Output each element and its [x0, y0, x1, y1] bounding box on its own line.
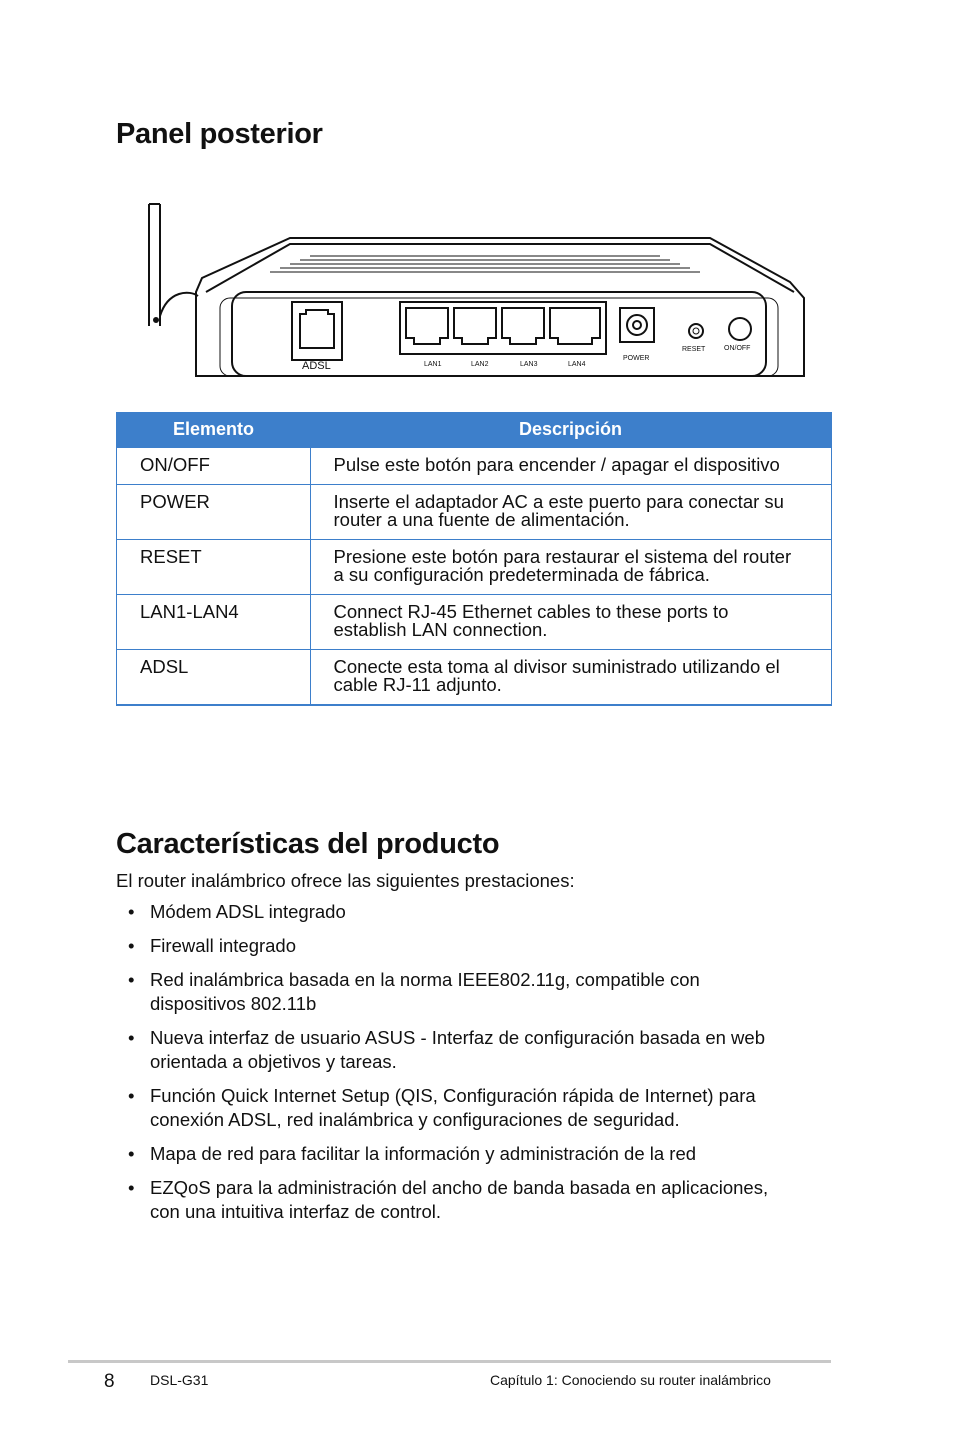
list-item: • Nueva interfaz de usuario ASUS - Interfaz de configuración basada en web orientada a objetivos y tareas.	[128, 1027, 765, 1072]
section-title-rear-panel: Panel posterior	[116, 118, 323, 150]
header-element: Elemento	[117, 412, 311, 448]
reset-button	[689, 324, 703, 338]
row-description: Pulse este botón para encender / apagar el dispositivo	[310, 448, 832, 485]
header-description: Descripción	[310, 412, 832, 448]
list-item: • Mapa de red para facilitar la información y administración de la red	[128, 1143, 697, 1164]
onoff-button	[729, 318, 751, 340]
footer-chapter: Capítulo 1: Conociendo su router inalámbrico	[490, 1372, 771, 1388]
router-body	[196, 238, 804, 376]
list-item: • Módem ADSL integrado	[128, 901, 346, 922]
row-element: LAN1-LAN4	[117, 595, 311, 650]
lan3-port	[502, 308, 544, 344]
table-row	[117, 595, 832, 650]
table-row	[117, 448, 832, 485]
table-row	[117, 650, 832, 705]
table-row	[117, 485, 832, 540]
router-rear-panel-diagram	[140, 198, 820, 388]
features-intro: El router inalámbrico ofrece las siguientes prestaciones:	[116, 870, 575, 891]
antenna	[149, 204, 160, 326]
row-description: Inserte el adaptador AC a este puerto para conectar su router a una fuente de alimentación.	[310, 485, 832, 540]
power-jack	[620, 308, 654, 342]
features-list	[116, 900, 816, 1234]
adsl-label: ADSL	[302, 360, 331, 372]
list-item: • EZQoS para la administración del ancho de banda basada en aplicaciones, con una intuitiva interfaz de control.	[128, 1177, 769, 1222]
list-item: • Firewall integrado	[128, 935, 297, 956]
row-element: ON/OFF	[117, 448, 311, 485]
lan3-label: LAN3	[520, 361, 538, 368]
lan2-port	[454, 308, 496, 344]
lan4-port	[550, 308, 600, 344]
lan1-port	[406, 308, 448, 344]
row-element: ADSL	[117, 650, 311, 705]
row-description: Presione este botón para restaurar el sistema del router a su configuración predeterminada de fábrica.	[310, 540, 832, 595]
rear-panel-table	[116, 412, 832, 706]
onoff-label: ON/OFF	[724, 345, 751, 352]
lan1-label: LAN1	[424, 361, 442, 368]
row-description: Connect RJ-45 Ethernet cables to these ports to establish LAN connection.	[310, 595, 832, 650]
section-title-features: Características del producto	[116, 828, 500, 860]
footer-model: DSL-G31	[150, 1372, 209, 1388]
list-item: • Función Quick Internet Setup (QIS, Configuración rápida de Internet) para conexión ADSL, red inalámbrica y configuraciones de seguridad.	[128, 1085, 756, 1130]
list-item: • Red inalámbrica basada en la norma IEEE802.11g, compatible con dispositivos 802.11b	[128, 969, 700, 1014]
table-row	[117, 540, 832, 595]
power-label: POWER	[623, 355, 650, 362]
row-element: RESET	[117, 540, 311, 595]
vent-grille	[270, 256, 700, 272]
lan2-label: LAN2	[471, 361, 489, 368]
row-element: POWER	[117, 485, 311, 540]
footer-divider	[68, 1360, 831, 1363]
lan4-label: LAN4	[568, 361, 586, 368]
row-description: Conecte esta toma al divisor suministrado utilizando el cable RJ-11 adjunto.	[310, 650, 832, 705]
reset-label: RESET	[682, 346, 706, 353]
page-number: 8	[104, 1371, 115, 1392]
